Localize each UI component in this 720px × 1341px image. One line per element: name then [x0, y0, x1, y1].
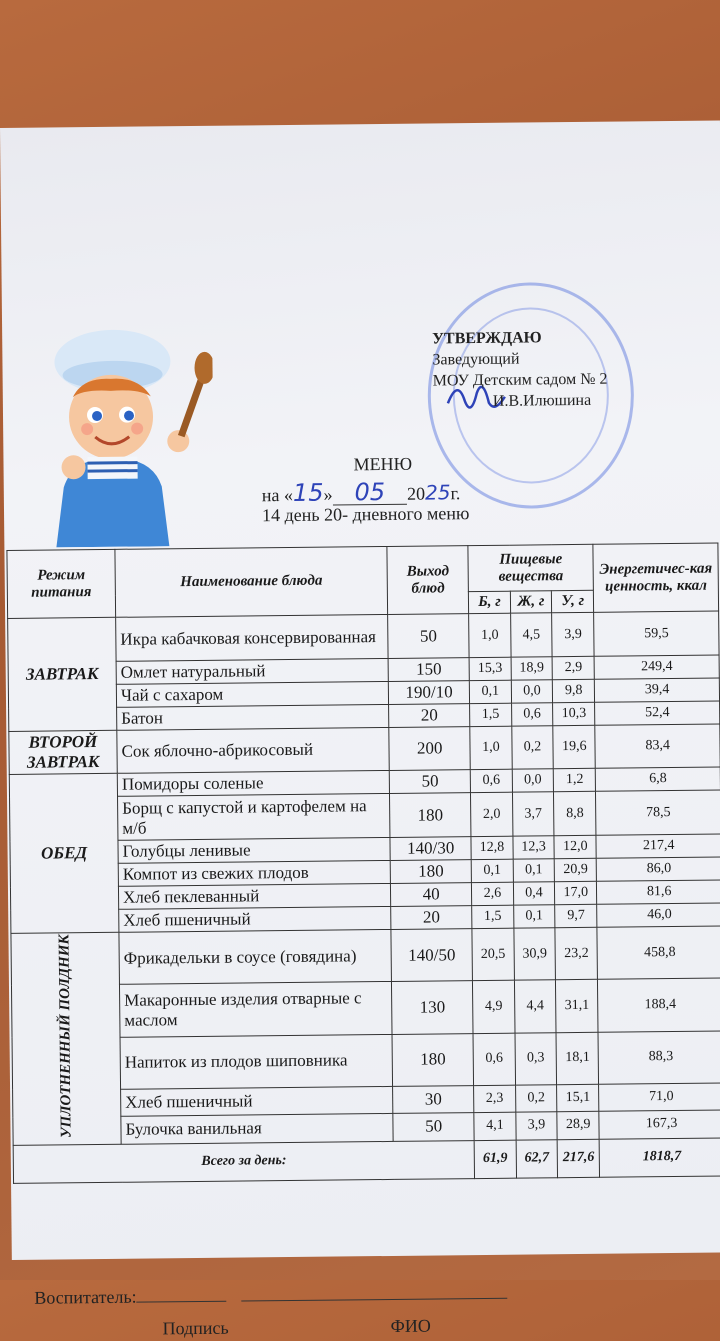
cell-b: 4,1: [474, 1112, 516, 1140]
cell-kcal: 86,0: [597, 857, 720, 881]
cell-dish: Омлет натуральный: [116, 658, 388, 684]
cell-zh: 0,0: [511, 680, 553, 703]
cell-zh: 30,9: [514, 928, 556, 981]
table-row: [11, 926, 720, 986]
meal-name: ЗАВТРАК: [8, 617, 117, 731]
cell-b: 4,9: [473, 980, 515, 1033]
total-row: [13, 1138, 720, 1183]
cell-yield: 190/10: [388, 681, 469, 705]
cell-b: 1,5: [472, 905, 514, 928]
cell-dish: Борщ с капустой и картофелем на м/б: [118, 793, 391, 840]
cell-yield: 140/30: [390, 837, 471, 861]
footer-educator: [34, 1283, 507, 1309]
cell-dish: Помидоры соленые: [117, 770, 389, 796]
date-prefix: на «: [261, 484, 294, 506]
total-label: Всего за день:: [13, 1140, 475, 1183]
cell-dish: Сок яблочно-абрикосовый: [117, 727, 390, 773]
cell-kcal: 52,4: [595, 701, 720, 725]
cell-u: 19,6: [553, 725, 596, 768]
header-yield: Выход блюд: [387, 546, 469, 615]
cell-zh: 0,2: [515, 1085, 557, 1113]
approval-title: УТВЕРЖДАЮ: [432, 329, 542, 348]
cell-yield: 50: [389, 770, 470, 794]
cell-kcal: 46,0: [597, 903, 720, 927]
cell-b: 0,1: [471, 859, 513, 882]
handwritten-day: 15: [292, 478, 324, 507]
approval-role: Заведующий: [432, 350, 520, 369]
cell-b: 0,1: [469, 680, 511, 703]
cell-dish: Хлеб пшеничный: [119, 906, 391, 932]
fio-caption: ФИО: [390, 1315, 431, 1336]
cell-zh: 0,2: [512, 726, 554, 769]
cell-yield: 140/50: [391, 929, 473, 982]
cell-zh: 0,0: [512, 769, 554, 792]
cell-kcal: 458,8: [597, 926, 720, 980]
cell-u: 2,9: [552, 656, 594, 679]
cell-yield: 150: [388, 658, 469, 682]
date-mid: »: [323, 484, 333, 505]
menu-title: МЕНЮ: [353, 453, 413, 475]
cell-b: 2,3: [474, 1085, 516, 1113]
cell-dish: Хлеб пшеничный: [121, 1086, 393, 1116]
total-fat: 62,7: [516, 1139, 558, 1177]
cell-b: 2,6: [472, 882, 514, 905]
cell-yield: 50: [393, 1113, 474, 1141]
year-prefix: 20: [406, 483, 426, 504]
menu-table: [6, 543, 720, 1184]
cell-kcal: 217,4: [596, 834, 720, 858]
cell-zh: 0,6: [511, 703, 553, 726]
cell-b: 20,5: [472, 928, 514, 981]
handwritten-year: 25: [424, 480, 451, 505]
cell-zh: 0,4: [513, 882, 555, 905]
header-mode: Режим питания: [7, 549, 116, 618]
cell-u: 20,9: [554, 858, 596, 881]
cell-b: 1,5: [470, 703, 512, 726]
cell-kcal: 6,8: [596, 767, 720, 791]
cell-b: 15,3: [469, 657, 511, 680]
cell-yield: 40: [391, 883, 472, 907]
cell-dish: Икра кабачковая консервированная: [116, 614, 389, 661]
cell-yield: 180: [390, 860, 471, 884]
cell-dish: Чай с сахаром: [116, 681, 388, 707]
header-carbs: У, г: [552, 590, 594, 612]
cell-dish: Булочка ванильная: [121, 1114, 393, 1144]
cell-u: 18,1: [556, 1032, 599, 1085]
meal-name: ВТОРОЙ ЗАВТРАК: [9, 730, 117, 774]
cell-zh: 18,9: [511, 657, 553, 680]
table-row: [9, 724, 720, 774]
cell-kcal: 88,3: [598, 1031, 720, 1085]
cell-yield: 200: [389, 727, 470, 771]
cell-yield: 20: [389, 704, 470, 728]
cell-zh: 12,3: [513, 836, 555, 859]
cell-kcal: 188,4: [598, 978, 720, 1032]
cell-u: 28,9: [557, 1111, 599, 1139]
approval-org: МОУ Детским садом № 2: [432, 370, 608, 390]
cell-dish: Батон: [117, 704, 389, 730]
cell-b: 0,6: [470, 769, 512, 792]
header-energy: Энергетичес-кая ценность, ккал: [593, 543, 718, 612]
cell-dish: Хлеб пеклеванный: [118, 883, 390, 909]
year-suffix: г.: [450, 483, 461, 504]
cell-u: 3,9: [552, 612, 595, 656]
signature-caption: Подпись: [162, 1317, 229, 1339]
cell-b: 1,0: [470, 726, 512, 769]
cell-dish: Макаронные изделия отварные с маслом: [119, 982, 392, 1037]
cell-dish: Голубцы ленивые: [118, 837, 390, 863]
cell-yield: 50: [388, 614, 469, 659]
cell-u: 9,7: [555, 904, 597, 927]
cell-kcal: 59,5: [594, 611, 719, 656]
cell-zh: 3,9: [516, 1112, 558, 1140]
cell-b: 0,6: [473, 1033, 515, 1086]
cell-b: 1,0: [469, 613, 511, 657]
cell-dish: Напиток из плодов шиповника: [120, 1034, 393, 1089]
cell-kcal: 249,4: [594, 655, 719, 679]
cell-kcal: 83,4: [595, 724, 720, 768]
cell-kcal: 167,3: [599, 1110, 720, 1139]
cell-u: 12,0: [554, 835, 596, 858]
cell-zh: 0,1: [513, 859, 555, 882]
educator-label: Воспитатель:: [34, 1286, 137, 1308]
cell-u: 10,3: [553, 702, 595, 725]
header-protein: Б, г: [469, 591, 511, 613]
cell-kcal: 71,0: [599, 1083, 720, 1112]
meal-name-vertical: УПЛОТНЕННЫЙ ПОЛДНИК: [56, 934, 75, 1138]
cell-b: 12,8: [471, 836, 513, 859]
menu-subtitle: 14 день 20- дневного меню: [261, 503, 470, 526]
total-protein: 61,9: [474, 1140, 516, 1178]
cell-yield: 130: [392, 981, 474, 1034]
cell-kcal: 78,5: [596, 790, 720, 835]
cell-zh: 0,3: [515, 1032, 557, 1085]
total-kcal: 1818,7: [599, 1138, 720, 1177]
cell-b: 2,0: [471, 792, 513, 836]
cell-yield: 180: [392, 1033, 474, 1086]
cell-kcal: 81,6: [597, 880, 720, 904]
chef-boy-illustration: [42, 316, 214, 548]
cell-zh: 0,1: [513, 905, 555, 928]
cell-dish: Компот из свежих плодов: [118, 860, 390, 886]
cell-yield: 30: [393, 1085, 474, 1113]
cell-zh: 3,7: [512, 792, 554, 836]
cell-zh: 4,5: [510, 613, 552, 657]
cell-kcal: 39,4: [595, 678, 720, 702]
total-carbs: 217,6: [557, 1139, 599, 1177]
menu-sheet: [0, 120, 720, 1339]
cell-u: 17,0: [555, 881, 597, 904]
cell-zh: 4,4: [514, 980, 556, 1033]
cell-u: 8,8: [554, 791, 597, 835]
cell-u: 9,8: [553, 679, 595, 702]
cell-u: 15,1: [557, 1084, 599, 1112]
meal-name: ОБЕД: [9, 773, 119, 933]
cell-yield: 20: [391, 906, 472, 930]
cell-u: 31,1: [556, 980, 599, 1033]
approval-block: [432, 327, 608, 413]
cell-dish: Фрикадельки в соусе (говядина): [119, 929, 392, 984]
handwritten-month: 05: [354, 477, 386, 507]
header-dish: Наименование блюда: [115, 546, 388, 617]
cell-yield: 180: [390, 793, 471, 838]
header-nutrients: Пищевые вещества: [468, 544, 594, 591]
cell-u: 23,2: [555, 927, 598, 980]
approval-name: И.В.Илюшина: [492, 391, 592, 410]
header-fat: Ж, г: [510, 591, 552, 613]
cell-u: 1,2: [554, 768, 596, 791]
table-row: [8, 611, 719, 662]
meal-name: [11, 932, 121, 1145]
